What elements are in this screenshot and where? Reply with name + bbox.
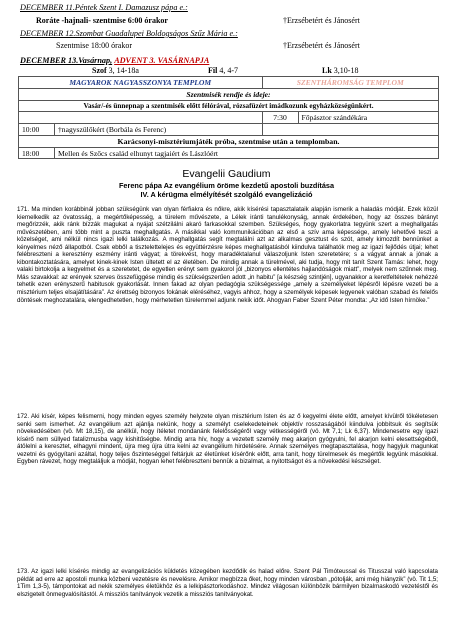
- schedule-order-label: Szentmisék rendje és ideje:: [19, 88, 439, 100]
- sunday-heading: [20, 56, 209, 65]
- mass-title-rorate: Roráte -hajnali- szentmise 6:00 órakor: [36, 16, 168, 25]
- article-subtitle: Ferenc pápa Az evangélium öröme kezdetű apostoli buzdítása: [118, 181, 335, 190]
- mass-intention-dec11: †Erzsébetért és Jánosért: [283, 16, 360, 25]
- rosary-notice: Vasár/-és ünnepnap a szentmisék előtt félórával, rózsafüzért imádkozunk egyházközségünkért.: [19, 100, 439, 112]
- mass-intention-1000: †nagyszülőkért (Borbála és Ferenc): [55, 124, 263, 136]
- mass-time-1800: 18:00: [19, 147, 55, 159]
- mass-time-1000: 10:00: [19, 124, 55, 136]
- church-right: SZENTHÁROMSÁG TEMPLOM: [262, 77, 439, 89]
- mass-intention-0730: Főpásztor szándékára: [298, 112, 439, 124]
- mass-intention-1800: Mellen és Szőcs család elhunyt tagjaiért és Lászlóért: [55, 147, 439, 159]
- mass-title-dec12: Szentmise 18:00 órakor: [56, 41, 132, 50]
- sunday-date: DECEMBER 13.Vasárnap,: [20, 56, 113, 65]
- mass-schedule-table: [18, 76, 439, 159]
- article-title: Evangelii Gaudium: [182, 168, 271, 180]
- mass-intention-dec12: †Erzsébetért és Jánosért: [283, 41, 360, 50]
- article-section: IV. A kérügma elmélyítését szolgáló evangelizáció: [140, 190, 313, 199]
- paragraph-172: 172. Aki kísér, képes felismerni, hogy minden egyes személy helyzete olyan misztérium Isten és az ő kegyelmi élete előtt, amelyet kívülről tökéletesen senki sem ismerhet. Az evangélium azt ajánlja nekünk, hogy a személyt cselekedeteinek objektív rosszaságából kiindulva jobbítsuk és segítsük növekedésében (vö. Mt 18,15), de anélkül, hogy ítéletet mondanánk felelősségéről vagy vétkességéről (vö. Mt 7,1; Lk 6,37). Mindenesetre egy igazi kísérő nem süllyed fatalizmusba vagy kishitűségbe. Mindig arra hív, hogy a vezetett személy meg akarjon gyógyulni, fel akarjon kelni elesettségéből, átölelni a keresztet, elhagyni mindent, újra meg újra útra kelni az evangélium hirdetésére. Annak személyes megtapasztalása, hogy hagyjuk magunkat vezetni és gyógyítani azáltal, hogy teljes őszinteséggel feltárjuk az életünket kísérőnk előtt, arra tanít, hogy türelmesek és megértők legyünk másokkal. Egyben rávezet, hogy megtaláljuk a módját, hogyan lehet felébreszteni bennük a bizalmat, a nyitottságot és a növekedési készséget.: [17, 413, 438, 466]
- reading-3: Lk 3,10-18: [322, 66, 359, 75]
- church-left: MAGYAROK NAGYASSZONYA TEMPLOM: [19, 77, 263, 89]
- date-heading-dec12: DECEMBER 12.Szombat Guadalupei Boldogságos Szűz Mária e.:: [20, 29, 238, 38]
- sunday-feast: ADVENT 3. VASÁRNAPJA: [114, 56, 210, 65]
- reading-2: Fil 4, 4-7: [208, 66, 239, 75]
- paragraph-171: 171. Ma minden korábbinál jobban szükségünk van olyan férfiakra és nőkre, akik kísérési tapasztalataik alapján ismerik a haladás módját. Ezek közül kiemelkedik az óvatosság, a megértőképesség, a türelem művészete, a Lélek iránti tanulékonyság, annak érdekében, hogy az összes bárányt megőrizzék, akik ránk bízzák magukat a nyájat szétzilálni akaró farkasokkal szemben. Szükséges, hogy gyakorlatra tegyünk szert a meghallgatás művészetében, ami több mint a puszta meghallgatás. A másikkal való kommunikációban az első a szív ama képessége, amely lehetővé teszi a közelséget, ami nélkül nincs igazi lelki találkozás. A meghallgatás segít megtalálni azt az alkalmas gesztust és szót, amely kimozdít bennünket a kényelmes néző állapotból. Csak ebből a tisztelettelejes és együttérzésre képes meghallgatásból kiindulva találhatók meg az igazi fejlődés útjai; lehet felébreszteni a keresztény eszmény iránti vágyat; a törekvést, hogy maradéktalanul válaszoljunk Isten szeretetére; s a vágyat annak a jónak a kibontakoztatására, amelyet kinek-kinek Isten ültetett el az életében. De mindig annak a türelmével, aki tudja, hogy mit tanít Szent Tamás: lehet, hogy valaki birtokolja a kegyelmet és a szeretetet, de egyetlen erényt sem gyakorol jól „bizonyos ellentétes hajlandóságok miatt”, melyek nem szűnnek meg. Más szavakkal: az erények szerves összefüggése mindig és szükségszerűen adott „in habitu” [a készség szintjén], ugyanakkor a keretfeltételek nehézzé tehetik ezen erényszerű habitusok gyakorlását. Innen fakad az olyan pedagógia szükségessége „amely a személyeket lépésről lépésre vezeti be a misztérium teljes elsajátítására”. Az érettség bizonyos fokának eléréséhez, vagyis ahhoz, hogy a személyek képesek legyenek valóban szabad és felelős döntések meghozatalára, elengedhetetlen, hogy mérhetetlen türelemmel adjunk nekik időt. Ahogyan Faber Szent Péter mondta: „Az idő Isten hírnöke.”: [17, 206, 438, 304]
- reading-1: Szof 3, 14-18a: [92, 66, 139, 75]
- nativity-rehearsal-notice: Karácsonyi-misztériumjáték próba, szentmise után a templomban.: [19, 135, 439, 147]
- date-heading-dec11: DECEMBER 11.Péntek Szent I. Damazusz pápa e.:: [20, 3, 188, 12]
- mass-time-0730: 7:30: [262, 112, 298, 124]
- paragraph-173: 173. Az igazi lelki kísérés mindig az evangelizációs küldetés közegében kezdődik és halad előre. Szent Pál Timóteussal és Titusszal való kapcsolata példát ad erre az apostoli munka közbeni vezetésre és nevelésre. Amikor megbízza őket, hogy minden városban „pótolják, ami még hiányzik” (vö. Tit 1,5; 1Tim 1,3-5), támpontokat ad nekik személyes életükhöz és a lelkipásztorkodáshoz. Mindez világosan különbözik bármilyen bizalmaskodó vezetéstől és elszigetelt önmegvalósítástól. A missziós tanítványok vezetik a missziós tanítványokat.: [17, 568, 438, 598]
